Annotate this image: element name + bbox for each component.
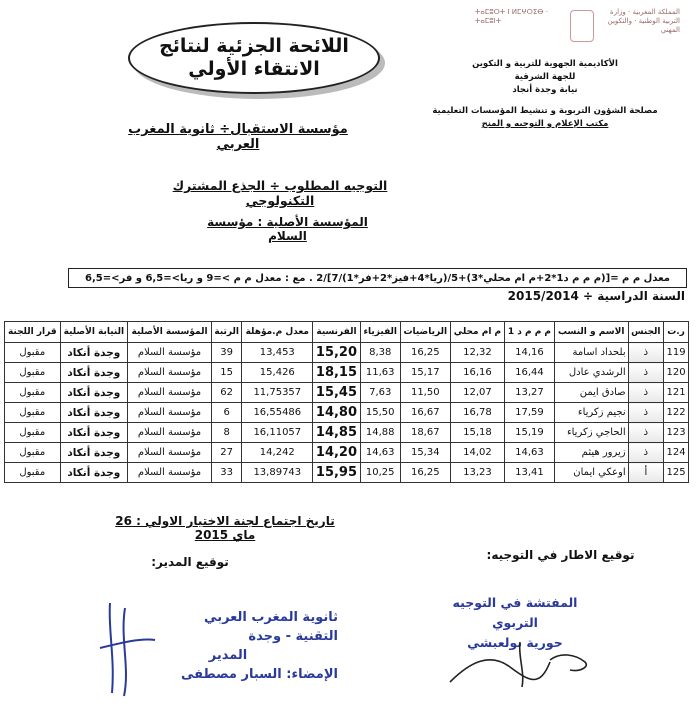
table-cell: 14,80 [313,403,361,423]
table-cell: 16,44 [505,363,555,383]
table-cell: 15,50 [360,403,400,423]
table-row [5,363,689,383]
table-cell: مؤسسة السلام [128,383,212,403]
table-cell: 11,50 [400,383,450,403]
table-row [5,403,689,423]
table-row [5,423,689,443]
table-cell: 6 [211,403,242,423]
table-cell: 7,63 [360,383,400,403]
header-line-5: مكتب الإعلام و التوجيه و المنح [481,119,609,129]
col-header: الرتبة [211,322,242,343]
table-cell: 12,07 [450,383,504,403]
table-cell: 17,59 [505,403,555,423]
table-cell: صادق ايمن [554,383,628,403]
table-cell: 15,20 [313,343,361,363]
table-cell: 39 [211,343,242,363]
table-cell: 16,11057 [242,423,313,443]
table-cell: 121 [664,383,689,403]
table-row [5,463,689,483]
table-cell: 15,18 [450,423,504,443]
table-cell: نجيم زكرياء [554,403,628,423]
table-cell: 13,27 [505,383,555,403]
table-cell: 14,16 [505,343,555,363]
table-cell: 119 [664,343,689,363]
col-header: الفيزياء [360,322,400,343]
table-cell: مقبول [5,343,61,363]
table-cell: وجدة أنكاد [60,383,128,403]
table-cell: مؤسسة السلام [128,343,212,363]
table-row [5,443,689,463]
col-header: م ام محلي [450,322,504,343]
table-cell: الحاجي زكرياء [554,423,628,443]
table-cell: ذ [628,383,664,403]
table-row [5,343,689,363]
table-cell: الرشدي عادل [554,363,628,383]
document-title [128,22,380,94]
institution-header [410,58,680,131]
header-line-3: نيابة وجدة أنجاد [512,85,578,95]
col-header: معدل م.مؤهلة [242,322,313,343]
stamp-left-line-4: الإمضاء: السبار مصطفى [180,667,338,682]
table-cell: مقبول [5,383,61,403]
receiving-school: مؤسسة الاستقبال÷ ثانوية المغرب العربي [128,122,348,152]
requested-orientation: التوجيه المطلوب ÷ الجذع المشترك التكنولوجي [172,178,388,208]
table-cell: 13,23 [450,463,504,483]
table-cell: 15,426 [242,363,313,383]
table-cell: وجدة أنكاد [60,423,128,443]
framework-signature-label: توقيع الاطار في التوجيه: [486,548,635,562]
table-cell: 15,34 [400,443,450,463]
table-cell: 14,02 [450,443,504,463]
col-header: الاسم و النسب [554,322,628,343]
table-cell: 122 [664,403,689,423]
stamp-left-line-3: المدير [208,648,248,663]
table-row [5,383,689,403]
director-signature-label: توقيع المدير: [151,555,229,569]
logo-text-right: المملكة المغربية · وزارة التربية الوطنية · والتكوين المهني [607,8,680,34]
table-cell: مقبول [5,403,61,423]
logo-text-left: ⵜⴰⵎⵓⵔⵜ ⵏ ⵍⵎⵖⵔⵉⴱ · ⵜⴰⵎⵓⵏⵜ [475,8,548,25]
table-cell: 15,95 [313,463,361,483]
table-cell: مقبول [5,423,61,443]
table-cell: مقبول [5,363,61,383]
director-signature-scribble [80,598,160,698]
table-cell: مؤسسة السلام [128,403,212,423]
col-header: المؤسسة الأصلية [128,322,212,343]
meeting-date: تاريخ اجتماع لجنة الاختيار الاولي : 26 ماي 2015 [115,514,335,542]
table-cell: 15,17 [400,363,450,383]
title-line-2: الانتقاء الأولي [188,58,320,80]
table-cell: 11,75357 [242,383,313,403]
table-cell: ذ [628,403,664,423]
table-cell: ذ [628,443,664,463]
table-cell: أ [628,463,664,483]
table-cell: 16,25 [400,343,450,363]
table-cell: 14,63 [360,443,400,463]
table-cell: 16,55486 [242,403,313,423]
col-header: الفرنسية [313,322,361,343]
stamp-right-line-2: حورية بولعبشي [467,635,563,650]
origin-school: المؤسسة الأصلية : مؤسسة السلام [207,215,368,243]
table-cell: مؤسسة السلام [128,423,212,443]
table-cell: 8 [211,423,242,443]
table-cell: 14,63 [505,443,555,463]
table-cell: مؤسسة السلام [128,363,212,383]
header-line-2: للجهة الشرقية [514,72,576,82]
table-cell: 27 [211,443,242,463]
table-cell: مقبول [5,463,61,483]
col-header: الرياضيات [400,322,450,343]
school-year: السنة الدراسية ÷ 2015/2014 [507,289,685,303]
table-cell: ذ [628,343,664,363]
title-line-1: اللائحة الجزئية لنتائج [159,35,349,57]
inspector-signature-scribble [440,632,600,692]
table-cell: وجدة أنكاد [60,343,128,363]
table-cell: 14,85 [313,423,361,443]
table-cell: 16,78 [450,403,504,423]
table-cell: 14,20 [313,443,361,463]
results-table [4,321,689,483]
table-cell: بلحداد اسامة [554,343,628,363]
table-cell: 18,15 [313,363,361,383]
average-formula: معدل م م =[(م م م د1*2+م ام محلي*3)+5/(ريا*4+فيز*2+فر*1)/7]/2 . مع : معدل م م >=9 و ريا>=6,5 و فر>=6,5 [68,268,687,288]
table-cell: 12,32 [450,343,504,363]
table-cell: 11,63 [360,363,400,383]
table-cell: وجدة أنكاد [60,403,128,423]
table-cell: وجدة أنكاد [60,443,128,463]
ministry-logo [475,8,680,46]
col-header: النيابة الأصلية [60,322,128,343]
table-cell: وجدة أنكاد [60,463,128,483]
table-cell: 10,25 [360,463,400,483]
stamp-left-line-1: ثانوية المغرب العربي [204,610,338,625]
table-header-row [5,322,689,343]
table-cell: 16,67 [400,403,450,423]
table-cell: وجدة أنكاد [60,363,128,383]
table-cell: زيرور هيثم [554,443,628,463]
table-cell: 124 [664,443,689,463]
stamp-left-line-2: التقنية - وجدة [248,629,338,644]
header-line-1: الأكاديمية الجهوية للتربية و التكوين [472,59,618,69]
table-cell: 18,67 [400,423,450,443]
stamp-right-line-1: المفتشة في التوجيه التربوي [452,595,578,630]
col-header: الجنس [628,322,664,343]
table-cell: مؤسسة السلام [128,463,212,483]
col-header: ر.ت [664,322,689,343]
table-cell: اوعكي ايمان [554,463,628,483]
table-cell: 8,38 [360,343,400,363]
table-cell: 15 [211,363,242,383]
table-cell: 13,41 [505,463,555,483]
col-header: م م م د 1 [505,322,555,343]
table-cell: 33 [211,463,242,483]
header-line-4: مصلحة الشؤون التربوية و تنشيط المؤسسات التعليمية [432,106,658,116]
table-cell: 14,242 [242,443,313,463]
table-cell: 125 [664,463,689,483]
table-cell: ذ [628,363,664,383]
table-cell: 14,88 [360,423,400,443]
table-cell: مقبول [5,443,61,463]
table-cell: 13,453 [242,343,313,363]
table-cell: ذ [628,423,664,443]
table-cell: مؤسسة السلام [128,443,212,463]
col-header: قرار اللجنة [5,322,61,343]
table-cell: 123 [664,423,689,443]
table-cell: 16,16 [450,363,504,383]
table-cell: 13,89743 [242,463,313,483]
table-cell: 16,25 [400,463,450,483]
table-cell: 15,45 [313,383,361,403]
table-cell: 120 [664,363,689,383]
table-cell: 15,19 [505,423,555,443]
table-cell: 62 [211,383,242,403]
